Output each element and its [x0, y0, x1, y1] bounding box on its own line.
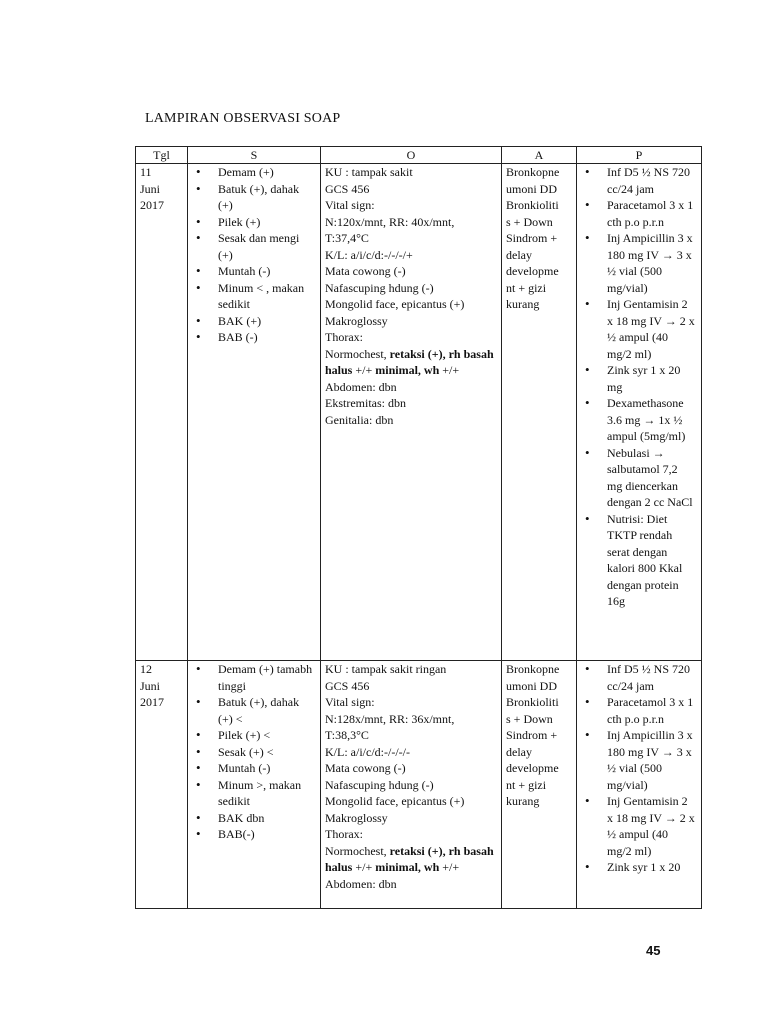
table-row [136, 661, 702, 909]
assessment-line: nt + gizi [506, 777, 547, 792]
list-item: • Inj Gentamisin 2 x 18 mg IV → 2 x ½ ampul (40 mg/2 ml) [607, 296, 697, 362]
assessment-line: delay [506, 744, 532, 759]
obs-line: N:128x/mnt, RR: 36x/mnt, T:38,3°C [325, 711, 455, 742]
header-s: S [188, 147, 321, 164]
date-day: 11 [140, 165, 152, 179]
date-month: Juni [140, 181, 161, 196]
obs-line: N:120x/mnt, RR: 40x/mnt, T:37,4°C [325, 214, 455, 245]
obs-line: GCS 456 [325, 181, 370, 196]
assessment-line: umoni DD [506, 678, 557, 693]
list-item: • Inj Ampicillin 3 x 180 mg IV → 3 x ½ vial (500 mg/vial) [607, 230, 697, 296]
thorax-findings [325, 346, 497, 379]
assessment-line: nt + gizi [506, 280, 547, 295]
thorax-end: +/+ [439, 860, 460, 874]
obs-line: Vital sign: [325, 198, 375, 212]
obs-line: Mongolid face, epicantus (+) [325, 297, 465, 311]
obs-line: Nafascuping hdung (-) [325, 280, 434, 295]
obs-line: Thorax: [325, 330, 363, 344]
obs-line: Mata cowong (-) [325, 264, 406, 278]
list-item: • Sesak dan mengi (+) [218, 230, 316, 263]
obs-line: Thorax: [325, 827, 363, 841]
thorax-mid: +/+ [352, 363, 376, 377]
list-item: • Inf D5 ½ NS 720 cc/24 jam [607, 164, 697, 197]
assessment-line: developme [506, 264, 559, 278]
date-year: 2017 [140, 695, 164, 709]
list-item: • Demam (+) [218, 164, 316, 181]
list-item: • BAB(-) [218, 826, 316, 843]
assessment-cell [502, 164, 577, 661]
list-item: • Minum < , makan sedikit [218, 280, 316, 313]
page-title: LAMPIRAN OBSERVASI SOAP [145, 111, 341, 126]
assessment-line: developme [506, 761, 559, 775]
list-item: • Muntah (-) [218, 263, 316, 280]
list-item: • BAK dbn [218, 810, 316, 827]
obs-line: Ekstremitas: dbn [325, 396, 406, 410]
header-o: O [321, 147, 502, 164]
obs-line: K/L: a/i/c/d:-/-/-/+ [325, 247, 413, 262]
assessment-line: Bronkopne [506, 662, 560, 676]
thorax-plain: Normochest, [325, 843, 390, 858]
subjective-cell [188, 661, 321, 909]
list-item: • Minum >, makan sedikit [218, 777, 316, 810]
thorax-bold: retaksi (+), rh basah halus [325, 843, 494, 874]
obs-line: KU : tampak sakit ringan [325, 662, 447, 676]
date-month: Juni [140, 678, 161, 693]
header-p: P [577, 147, 702, 164]
page-number: 45 [646, 943, 661, 958]
obs-line: Vital sign: [325, 695, 375, 709]
obs-line: Genitalia: dbn [325, 412, 394, 427]
plan-cell [577, 661, 702, 909]
plan-cell [577, 164, 702, 661]
list-item: • Dexamethasone 3.6 mg → 1x ½ ampul (5mg/ml) [607, 395, 697, 445]
assessment-line: s + Down [506, 711, 553, 726]
soap-table [135, 146, 702, 909]
date-day: 12 [140, 662, 152, 676]
list-item: • Pilek (+) [218, 214, 316, 231]
obs-line: Abdomen: dbn [325, 379, 397, 394]
obs-line: Mongolid face, epicantus (+) [325, 794, 465, 808]
assessment-line: kurang [506, 297, 540, 311]
thorax-bold-2: minimal, wh [375, 860, 440, 874]
list-item: • Inj Ampicillin 3 x 180 mg IV → 3 x ½ vial (500 mg/vial) [607, 727, 697, 793]
assessment-line: delay [506, 247, 532, 262]
obs-line: Makroglossy [325, 810, 388, 825]
obs-line: KU : tampak sakit [325, 165, 413, 179]
assessment-line: Bronkioliti [506, 198, 559, 212]
assessment-line: Sindrom + [506, 231, 558, 245]
date-cell [136, 164, 188, 661]
header-a: A [502, 147, 577, 164]
assessment-line: umoni DD [506, 181, 557, 196]
list-item: • Paracetamol 3 x 1 cth p.o p.r.n [607, 694, 697, 727]
thorax-plain: Normochest, [325, 346, 390, 361]
list-item: • Nutrisi: Diet TKTP rendah serat dengan kalori 800 Kkal dengan protein 16g [607, 511, 697, 610]
obs-line: Makroglossy [325, 313, 388, 328]
list-item: • Zink syr 1 x 20 mg [607, 362, 697, 395]
assessment-line: Sindrom + [506, 728, 558, 742]
thorax-bold: retaksi (+), rh basah halus [325, 346, 494, 377]
objective-cell [321, 661, 502, 909]
thorax-bold-2: minimal, wh [375, 363, 440, 377]
list-item: • Muntah (-) [218, 760, 316, 777]
date-cell [136, 661, 188, 909]
header-tgl: Tgl [136, 147, 188, 164]
assessment-line: kurang [506, 794, 540, 808]
list-item: • Demam (+) tamabh tinggi [218, 661, 316, 694]
list-item: • Inj Gentamisin 2 x 18 mg IV → 2 x ½ ampul (40 mg/2 ml) [607, 793, 697, 859]
list-item: • Paracetamol 3 x 1 cth p.o p.r.n [607, 197, 697, 230]
subjective-cell [188, 164, 321, 661]
obs-line: Mata cowong (-) [325, 761, 406, 775]
thorax-end: +/+ [439, 363, 460, 377]
obs-line: K/L: a/i/c/d:-/-/-/- [325, 744, 410, 759]
obs-line: GCS 456 [325, 678, 370, 693]
list-item: • Batuk (+), dahak (+) < [218, 694, 316, 727]
table-row [136, 164, 702, 661]
assessment-line: Bronkioliti [506, 695, 559, 709]
obs-line: Abdomen: dbn [325, 876, 397, 891]
list-item: • Nebulasi → salbutamol 7,2 mg diencerkan dengan 2 cc NaCl [607, 445, 697, 511]
list-item: • Pilek (+) < [218, 727, 316, 744]
assessment-line: s + Down [506, 214, 553, 229]
list-item: • BAB (-) [218, 329, 316, 346]
date-year: 2017 [140, 198, 164, 212]
list-item: • Zink syr 1 x 20 [607, 859, 697, 876]
table-header-row [136, 147, 702, 164]
thorax-mid: +/+ [352, 860, 376, 874]
thorax-findings [325, 843, 497, 876]
list-item: • Inf D5 ½ NS 720 cc/24 jam [607, 661, 697, 694]
assessment-cell [502, 661, 577, 909]
obs-line: Nafascuping hdung (-) [325, 777, 434, 792]
list-item: • Batuk (+), dahak (+) [218, 181, 316, 214]
list-item: • BAK (+) [218, 313, 316, 330]
objective-cell [321, 164, 502, 661]
list-item: • Sesak (+) < [218, 744, 316, 761]
assessment-line: Bronkopne [506, 165, 560, 179]
